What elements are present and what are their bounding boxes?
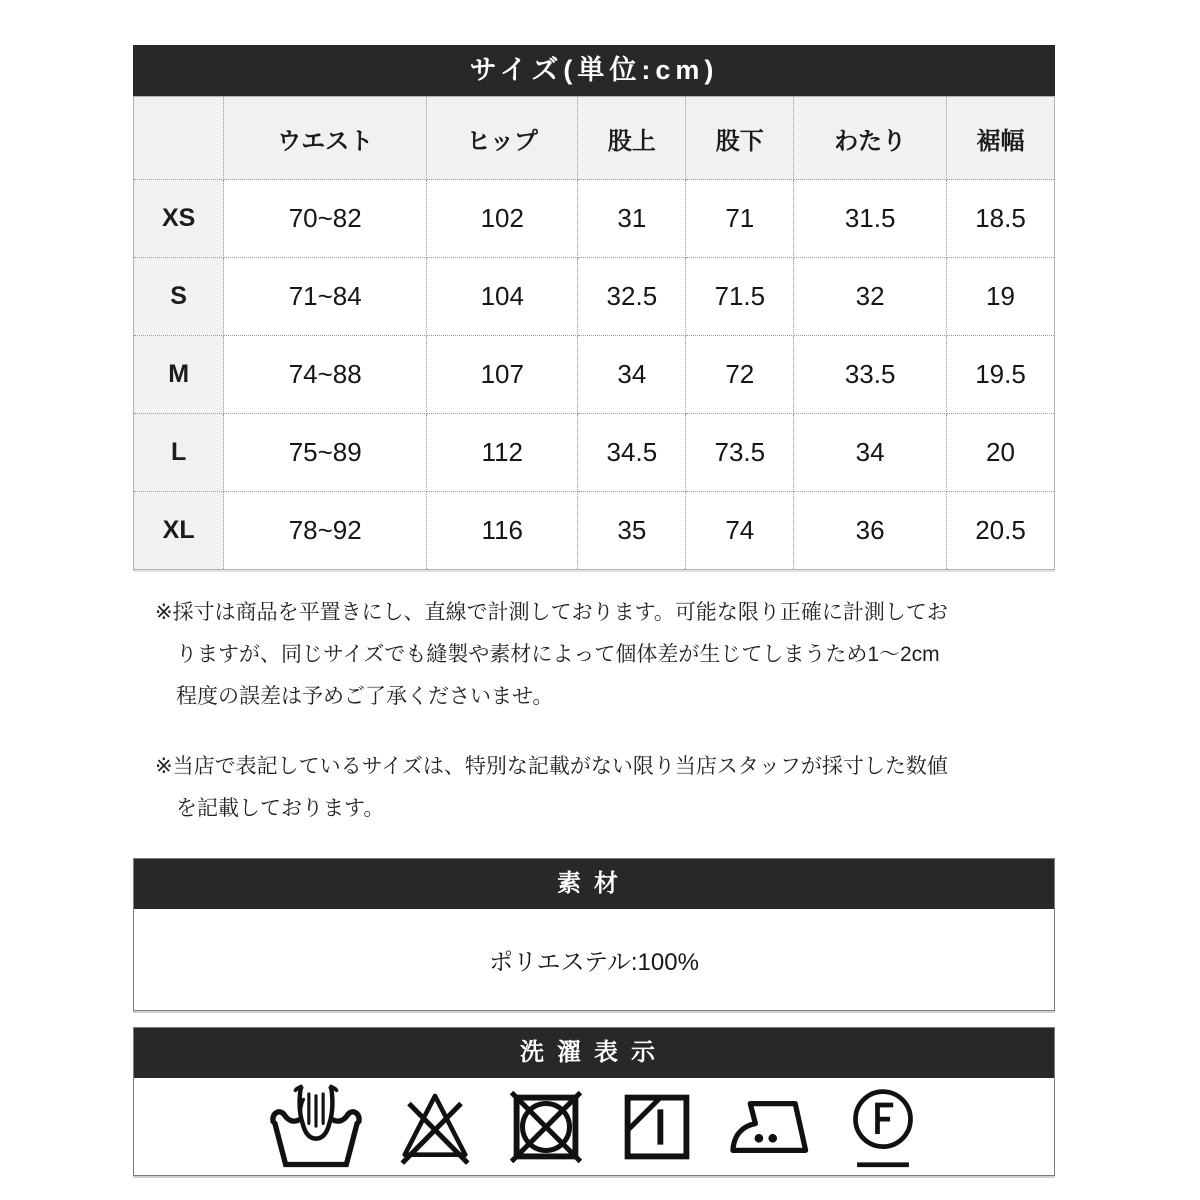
size-value: 107 [427, 336, 578, 414]
hand-wash-icon [266, 1084, 366, 1170]
material-section [133, 858, 1055, 1011]
size-column-header-empty [134, 97, 224, 180]
size-chart-title: サイズ(単位:cm) [133, 45, 1055, 96]
size-label: XL [134, 492, 224, 570]
size-value: 74 [686, 492, 794, 570]
size-value: 35 [578, 492, 686, 570]
size-value: 34 [794, 414, 947, 492]
size-value: 78~92 [224, 492, 427, 570]
size-label: M [134, 336, 224, 414]
size-value: 32.5 [578, 258, 686, 336]
iron-medium-heat-icon [726, 1091, 816, 1163]
size-value: 20 [946, 414, 1054, 492]
size-value: 71 [686, 180, 794, 258]
column-header-rise: 股上 [578, 97, 686, 180]
size-label: L [134, 414, 224, 492]
size-value: 19 [946, 258, 1054, 336]
size-value: 112 [427, 414, 578, 492]
size-value: 72 [686, 336, 794, 414]
table-row-l [134, 414, 1055, 492]
table-row-xl [134, 492, 1055, 570]
size-value: 75~89 [224, 414, 427, 492]
size-value: 71~84 [224, 258, 427, 336]
laundry-care-icons [134, 1078, 1054, 1175]
professional-dry-cleaning-f-icon [843, 1083, 923, 1171]
size-value: 71.5 [686, 258, 794, 336]
column-header-waist: ウエスト [224, 97, 427, 180]
size-value: 104 [427, 258, 578, 336]
size-value: 20.5 [946, 492, 1054, 570]
size-value: 34.5 [578, 414, 686, 492]
size-value: 73.5 [686, 414, 794, 492]
do-not-tumble-dry-icon [504, 1085, 588, 1169]
size-value: 70~82 [224, 180, 427, 258]
column-header-hem: 裾幅 [946, 97, 1054, 180]
column-header-hip: ヒップ [427, 97, 578, 180]
size-label: XS [134, 180, 224, 258]
column-header-thigh: わたり [794, 97, 947, 180]
table-row-xs [134, 180, 1055, 258]
do-not-bleach-icon [393, 1085, 477, 1169]
size-value: 74~88 [224, 336, 427, 414]
size-value: 31.5 [794, 180, 947, 258]
size-value: 36 [794, 492, 947, 570]
table-row-m [134, 336, 1055, 414]
material-value: ポリエステル:100% [489, 949, 699, 976]
note-measuring-method: ※採寸は商品を平置きにし、直線で計測しております。可能な限り正確に計測しておりますが、同じサイズでも縫製や素材によって個体差が生じてしまうため1〜2cm程度の誤差は予めご了承くださいませ。 [155, 601, 948, 708]
size-value: 116 [427, 492, 578, 570]
size-value: 18.5 [946, 180, 1054, 258]
size-value: 19.5 [946, 336, 1054, 414]
size-value: 32 [794, 258, 947, 336]
product-info-panel [133, 45, 1055, 1176]
measurement-notes [155, 592, 953, 830]
material-body [134, 909, 1054, 1010]
line-dry-in-shade-icon [615, 1085, 699, 1169]
size-chart-section [133, 45, 1055, 570]
column-header-inseam: 股下 [686, 97, 794, 180]
laundry-care-section [133, 1027, 1055, 1176]
size-value: 31 [578, 180, 686, 258]
size-value: 34 [578, 336, 686, 414]
material-title: 素材 [134, 859, 1054, 909]
note-staff-measured: ※当店で表記しているサイズは、特別な記載がない限り当店スタッフが採寸した数値を記載しております。 [155, 755, 948, 820]
table-row-s [134, 258, 1055, 336]
size-value: 33.5 [794, 336, 947, 414]
size-label: S [134, 258, 224, 336]
size-table-header-row [134, 97, 1055, 180]
laundry-care-title: 洗濯表示 [134, 1028, 1054, 1078]
size-table [133, 96, 1055, 570]
size-value: 102 [427, 180, 578, 258]
